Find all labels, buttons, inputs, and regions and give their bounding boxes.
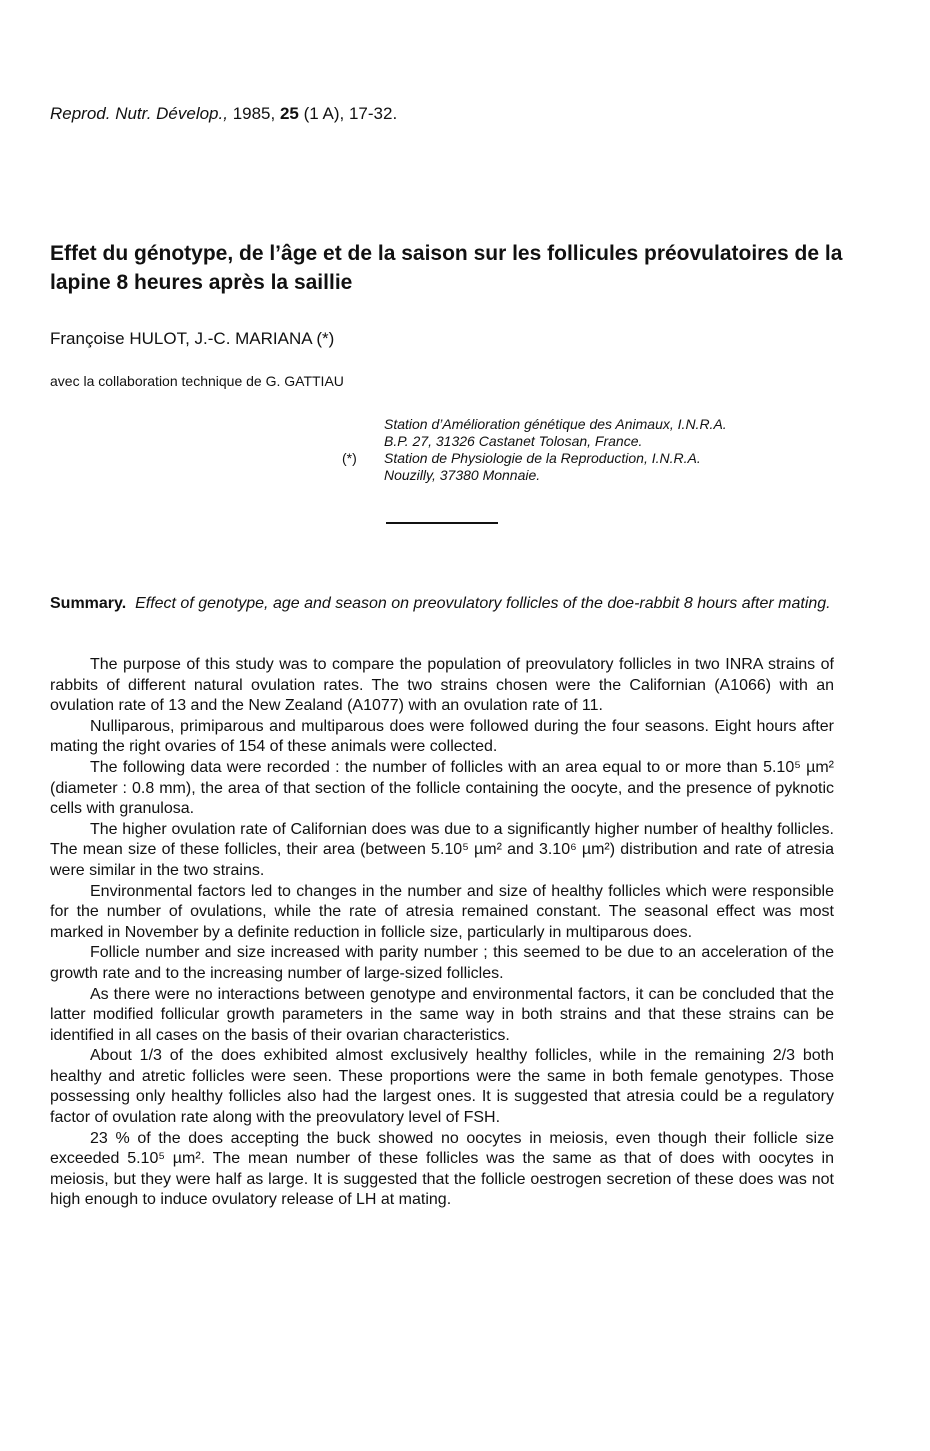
journal-citation bbox=[50, 104, 397, 124]
affiliation-text: Station d’Amélioration génétique des Animaux, I.N.R.A. bbox=[384, 416, 727, 432]
technical-collaboration: avec la collaboration technique de G. GATTIAU bbox=[50, 373, 344, 389]
affiliations bbox=[342, 416, 862, 484]
summary-paragraph: The following data were recorded : the number of follicles with an area equal to or more than 5.10⁵ µm² (diameter : 0.8 mm), the area of that section of the follicle containing the oocyte, and the presence of pyknotic cells with granulosa. bbox=[50, 758, 834, 818]
summary-heading bbox=[50, 594, 840, 614]
citation-volume: 25 bbox=[279, 104, 299, 123]
summary-paragraph: As there were no interactions between genotype and environmental factors, it can be concluded that the latter modified follicular growth parameters in the same way in both strains and that these strains can be identified in all cases on the basis of their ovarian characteristics. bbox=[50, 985, 834, 1044]
affiliation-line bbox=[342, 467, 862, 484]
affiliation-line bbox=[342, 433, 862, 450]
summary-paragraph: The purpose of this study was to compare the population of preovulatory follicles in two INRA strains of rabbits of different natural ovulation rates. The two strains chosen were the Californian (A1066) with an ovulation rate of 13 and the New Zealand (A1077) with an ovulation rate of 11. bbox=[50, 656, 834, 715]
section-divider bbox=[386, 522, 498, 524]
citation-year: 1985, bbox=[232, 104, 276, 123]
author-list: Françoise HULOT, J.-C. MARIANA (*) bbox=[50, 329, 335, 348]
affiliation-line bbox=[342, 416, 862, 433]
affiliation-line bbox=[342, 450, 862, 467]
summary-paragraph: The higher ovulation rate of Californian does was due to a significantly higher number of healthy follicles. The mean size of these follicles, their area (between 5.10⁵ µm² and 3.10⁶ µm²) distribution and rate of atresia were similar in the two strains. bbox=[50, 820, 834, 879]
affiliation-text: Nouzilly, 37380 Monnaie. bbox=[384, 467, 541, 483]
summary-paragraph: Environmental factors led to changes in the number and size of healthy follicles which were responsible for the number of ovulations, while the rate of atresia remained constant. The seasonal effect was most marked in November by a definite reduction in follicle size, particularly in multiparous does. bbox=[50, 882, 834, 941]
summary-paragraph: Nulliparous, primiparous and multiparous does were followed during the four seasons. Eight hours after mating the right ovaries of 154 of these animals were collected. bbox=[50, 717, 834, 756]
summary-paragraph: Follicle number and size increased with parity number ; this seemed to be due to an acceleration of the growth rate and to the increasing number of large-sized follicles. bbox=[50, 944, 834, 982]
affiliation-text: B.P. 27, 31326 Castanet Tolosan, France. bbox=[384, 433, 643, 449]
summary-subtitle: Effect of genotype, age and season on preovulatory follicles of the doe-rabbit 8 hours after mating. bbox=[135, 595, 831, 612]
journal-name: Reprod. Nutr. Dévelop., bbox=[50, 104, 228, 123]
affiliation-marker bbox=[342, 416, 384, 433]
summary-body bbox=[50, 655, 834, 1211]
citation-issue-pages: (1 A), 17-32. bbox=[303, 104, 398, 123]
affiliation-marker: (*) bbox=[342, 450, 357, 466]
summary-paragraph: 23 % of the does accepting the buck showed no oocytes in meiosis, even though their follicle size exceeded 5.10⁵ µm². The mean number of these follicles was the same as that of does with oocytes in meiosis, but they were half as large. It is suggested that the follicle oestrogen secretion of these does was not high enough to induce ovulatory release of LH at mating. bbox=[50, 1129, 834, 1209]
article-title: Effet du génotype, de l’âge et de la saison sur les follicules préovulatoires de la lapine 8 heures après la saillie bbox=[50, 242, 843, 294]
summary-paragraph: About 1/3 of the does exhibited almost exclusively healthy follicles, while in the remaining 2/3 both healthy and atretic follicles were seen. These proportions were the same in both female genotypes. Those possessing only healthy follicles also had the largest ones. It is suggested that atresia could be a regulatory factor of ovulation rate along with the preovulatory level of FSH. bbox=[50, 1047, 834, 1127]
affiliation-text: Station de Physiologie de la Reproduction, I.N.R.A. bbox=[384, 450, 701, 466]
summary-label: Summary. bbox=[50, 595, 127, 612]
